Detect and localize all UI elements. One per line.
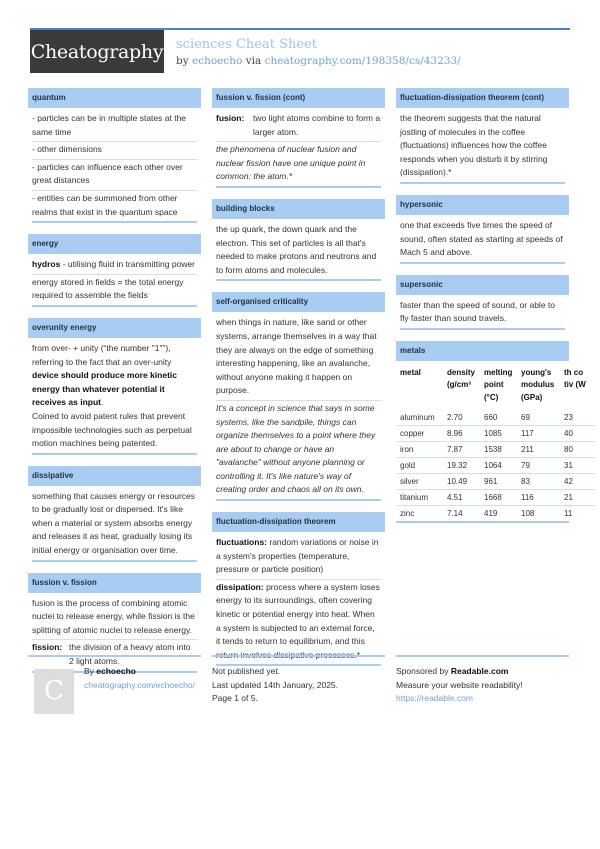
table-cell: 31 (560, 458, 596, 474)
table-cell: 7.14 (443, 506, 480, 522)
table-header-row (396, 364, 596, 410)
table-row (396, 426, 596, 442)
via-label: via (245, 55, 262, 67)
paragraph: something that causes energy or resources to be gradually lost or dispersed. It's like when a material or system absorbs energy and releases it as heat, gradually losing its initial energy or organisation over time. (32, 489, 197, 562)
section-metals (396, 341, 586, 523)
section-title: dissipative (28, 466, 201, 486)
section-quantum (28, 88, 201, 227)
table-cell: 961 (480, 474, 517, 490)
by-label: By (84, 666, 97, 676)
column-header: th co tiv (W (564, 367, 586, 390)
list-item: - entities can be summoned from other realms that exist in the quantum space (32, 191, 197, 223)
last-updated: Last updated 14th January, 2025. (212, 679, 339, 690)
page-number: Page 1 of 5. (212, 693, 258, 704)
table-cell: 69 (521, 413, 530, 423)
section-overunity (28, 318, 201, 459)
definition: random variations or noise in a system's properties (temperature, pressure or particle position) (216, 537, 379, 575)
table-row (396, 442, 596, 458)
paragraph: one that exceeds five times the speed of sound, often stated as starting at speeds of Mach 5 and above. (400, 218, 565, 264)
table-cell: 83 (517, 474, 560, 490)
text: from over- + unity (“the number "1"”), referring to the fact that an over-unity (32, 342, 172, 367)
section-fluctuation (212, 512, 385, 670)
table-cell: 7.87 (443, 442, 480, 458)
table-cell: 1668 (480, 490, 517, 506)
table-row (396, 474, 596, 490)
column-header: density (g/cm³ (447, 367, 476, 390)
footer-status (212, 655, 385, 706)
table-cell: zinc (396, 506, 443, 522)
author-url-link[interactable]: cheatography.com/echoecho/ (84, 679, 195, 690)
metals-table-wrap (396, 361, 586, 523)
footer-author (28, 655, 201, 706)
section-title: fussion v. fission (28, 573, 201, 593)
table-cell: 19.32 (443, 458, 480, 474)
section-title: fluctuation-dissipation theorem (212, 512, 385, 532)
table-cell: 1085 (480, 426, 517, 442)
table-row (396, 410, 596, 426)
table-cell: 8.96 (443, 426, 480, 442)
text: . (100, 397, 104, 408)
text: Coined to avoid patent rules that prevent impossible technologies such as perpetual motion machines being patented. (32, 410, 192, 449)
table-cell: 21 (560, 490, 596, 506)
term: hydros (32, 259, 61, 270)
table-row (396, 490, 596, 506)
table-cell: titanium (396, 490, 443, 506)
table-cell: 211 (517, 442, 560, 458)
sheet-url-link[interactable]: cheatography.com/198358/cs/43233/ (264, 55, 461, 67)
table-cell: gold (396, 458, 443, 474)
paragraph: It's a concept in science that says in some systems, like the sandpile, things can organize themselves to a point where they are about to change or have an "avalanche" without anyone planning or controlling it. It's like nature's way of creating order and chaos all on its own. (216, 401, 381, 501)
section-title: supersonic (396, 275, 569, 295)
section-title: self-organised criticality (212, 292, 385, 312)
metals-table (396, 364, 596, 521)
term: fusion: (216, 113, 245, 123)
term-row (216, 111, 381, 142)
footer-sponsor (396, 655, 569, 706)
section-fusion-cont (212, 88, 385, 192)
term: fission: (32, 642, 63, 653)
table-cell: 419 (480, 506, 517, 522)
table-cell: aluminum (400, 413, 435, 423)
section-hypersonic (396, 195, 569, 268)
section-supersonic (396, 275, 569, 334)
sponsor-label: Sponsored by (396, 666, 451, 676)
paragraph: the theorem suggests that the natural jostling of molecules in the coffee (fluctuations) influences how the coffee responds when you disturb it by stirring (dissipation).* (400, 111, 565, 184)
author-name-link[interactable]: echoecho (96, 666, 136, 676)
section-title: overunity energy (28, 318, 201, 338)
sponsor-tagline: Measure your website readability! (396, 679, 523, 690)
table-cell: 117 (517, 426, 560, 442)
table-cell: 40 (560, 426, 596, 442)
author-link[interactable]: echoecho (192, 55, 243, 67)
table-cell: 11 (560, 506, 596, 522)
column-2 (212, 88, 385, 677)
definition: - utilising fluid in transmitting power (60, 259, 195, 270)
paragraph: faster than the speed of sound, or able to fly faster than sound travels. (400, 298, 565, 330)
paragraph (32, 341, 197, 455)
table-cell: 108 (517, 506, 560, 522)
avatar[interactable]: C (34, 669, 74, 714)
by-label: by (176, 55, 189, 67)
table-cell: 116 (517, 490, 560, 506)
table-cell: 79 (517, 458, 560, 474)
table-cell: silver (396, 474, 443, 490)
table-row (396, 506, 596, 522)
table-cell: 1538 (480, 442, 517, 458)
column-1 (28, 88, 201, 684)
table-cell: 10.49 (443, 474, 480, 490)
section-title: energy (28, 234, 201, 254)
sponsor-name-link[interactable]: Readable.com (450, 666, 509, 676)
section-self-organised (212, 292, 385, 505)
column-3 (396, 88, 586, 530)
table-cell: iron (396, 442, 443, 458)
paragraph: the up quark, the down quark and the electron. This set of particles is all that's needed to make protons and neutrons and to form atoms and molecules. (216, 222, 381, 281)
definition: the division of a heavy atom into 2 light atoms. (69, 642, 191, 667)
column-header: metal (400, 367, 421, 377)
section-title: quantum (28, 88, 201, 108)
table-cell: 4.51 (443, 490, 480, 506)
emphasis: device should produce more kinetic energy than whatever potential it receives as input (32, 370, 178, 408)
table-cell: 1064 (480, 458, 517, 474)
section-title: fussion v. fission (cont) (212, 88, 385, 108)
paragraph: the phenomena of nuclear fusion and nuclear fission have one unique point in common: the atom.* (216, 142, 381, 188)
column-header: melting point (°C) (484, 367, 513, 402)
byline (176, 55, 461, 67)
table-row (396, 458, 596, 474)
term: fluctuations: (216, 537, 267, 548)
definition: process where a system loses energy to its surroundings, often covering kinetic or potential energy into heat. When a system is subjected to an external force, it tends to return to equilibrium, and this return involves dissipative processes.* (216, 581, 380, 660)
table-cell: copper (396, 426, 443, 442)
list-item (216, 580, 381, 667)
list-item (32, 257, 197, 275)
section-title: fluctuation-dissipation theorem (cont) (396, 88, 569, 108)
table-cell: 2.70 (447, 413, 463, 423)
table-cell: 80 (560, 442, 596, 458)
section-fluctuation-cont (396, 88, 569, 188)
list-item: - other dimensions (32, 142, 197, 160)
table-cell: 660 (484, 413, 498, 423)
list-item: - particles can be in multiple states at the same time (32, 111, 197, 142)
section-dissipative (28, 466, 201, 566)
table-cell: 23 (564, 413, 573, 423)
definition: two light atoms combine to form a larger atom. (253, 113, 381, 137)
title-block (176, 37, 461, 67)
list-item (216, 535, 381, 580)
sheet-title: sciences Cheat Sheet (176, 37, 317, 52)
list-item: - particles can influence each other over great distances (32, 160, 197, 191)
section-energy (28, 234, 201, 311)
paragraph: fusion is the process of combining atomic nuclei to release energy, while fission is the splitting of atomic nuclei to release energy. (32, 596, 197, 641)
column-header: young's modulus (GPa) (521, 367, 555, 402)
cheatography-logo[interactable]: Cheatography (30, 30, 164, 73)
paragraph: when things in nature, like sand or other systems, arrange themselves in a way that they are always on the edge of something interesting happening, like an avalanche, without anyone making it happen on purpose. (216, 315, 381, 401)
section-title: building blocks (212, 199, 385, 219)
term: dissipation: (216, 581, 264, 592)
section-building-blocks (212, 199, 385, 285)
list-item: energy stored in fields = the total energy required to assemble the fields (32, 275, 197, 307)
publish-status: Not published yet. (212, 666, 281, 676)
sponsor-url-link[interactable]: https://readable.com (396, 693, 474, 704)
section-title: metals (396, 341, 569, 361)
table-cell: 42 (560, 474, 596, 490)
section-title: hypersonic (396, 195, 569, 215)
